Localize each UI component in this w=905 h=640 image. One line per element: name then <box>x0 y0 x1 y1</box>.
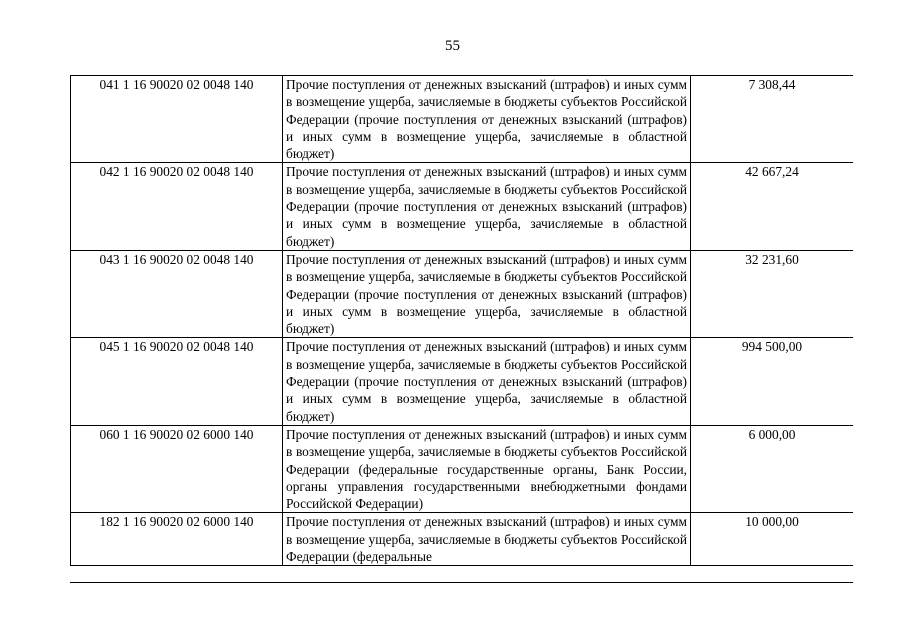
budget-table-container <box>70 75 853 583</box>
amount-cell: 10 000,00 <box>691 513 854 566</box>
budget-code-cell: 182 1 16 90020 02 6000 140 <box>71 513 283 566</box>
page-number: 55 <box>445 38 460 54</box>
description-cell: Прочие поступления от денежных взысканий (штрафов) и иных сумм в возмещение ущерба, зачисляемые в бюджеты субъектов Российской Федерации (прочие поступления от денежных взысканий (штрафов) и иных сумм в возмещение ущерба, зачисляемые в областной бюджет) <box>283 338 691 425</box>
description-cell: Прочие поступления от денежных взысканий (штрафов) и иных сумм в возмещение ущерба, зачисляемые в бюджеты субъектов Российской Федерации (федеральные <box>283 513 691 566</box>
amount-cell: 7 308,44 <box>691 76 854 163</box>
table-row <box>71 338 854 425</box>
amount-cell: 42 667,24 <box>691 163 854 250</box>
table-row <box>71 425 854 512</box>
description-cell: Прочие поступления от денежных взысканий (штрафов) и иных сумм в возмещение ущерба, зачисляемые в бюджеты субъектов Российской Федерации (федеральные государственные органы, Банк России, органы управления государственными внебюджетными фондами Российской Федерации) <box>283 425 691 512</box>
amount-cell: 32 231,60 <box>691 250 854 337</box>
budget-code-cell: 043 1 16 90020 02 0048 140 <box>71 250 283 337</box>
budget-table <box>70 75 853 566</box>
table-row <box>71 76 854 163</box>
description-cell: Прочие поступления от денежных взысканий (штрафов) и иных сумм в возмещение ущерба, зачисляемые в бюджеты субъектов Российской Федерации (прочие поступления от денежных взысканий (штрафов) и иных сумм в возмещение ущерба, зачисляемые в областной бюджет) <box>283 76 691 163</box>
budget-code-cell: 060 1 16 90020 02 6000 140 <box>71 425 283 512</box>
description-cell: Прочие поступления от денежных взысканий (штрафов) и иных сумм в возмещение ущерба, зачисляемые в бюджеты субъектов Российской Федерации (прочие поступления от денежных взысканий (штрафов) и иных сумм в возмещение ущерба, зачисляемые в областной бюджет) <box>283 163 691 250</box>
table-row <box>71 163 854 250</box>
budget-code-cell: 041 1 16 90020 02 0048 140 <box>71 76 283 163</box>
description-cell: Прочие поступления от денежных взысканий (штрафов) и иных сумм в возмещение ущерба, зачисляемые в бюджеты субъектов Российской Федерации (прочие поступления от денежных взысканий (штрафов) и иных сумм в возмещение ущерба, зачисляемые в областной бюджет) <box>283 250 691 337</box>
table-row <box>71 513 854 566</box>
amount-cell: 994 500,00 <box>691 338 854 425</box>
table-row <box>71 250 854 337</box>
amount-cell: 6 000,00 <box>691 425 854 512</box>
budget-code-cell: 042 1 16 90020 02 0048 140 <box>71 163 283 250</box>
budget-code-cell: 045 1 16 90020 02 0048 140 <box>71 338 283 425</box>
